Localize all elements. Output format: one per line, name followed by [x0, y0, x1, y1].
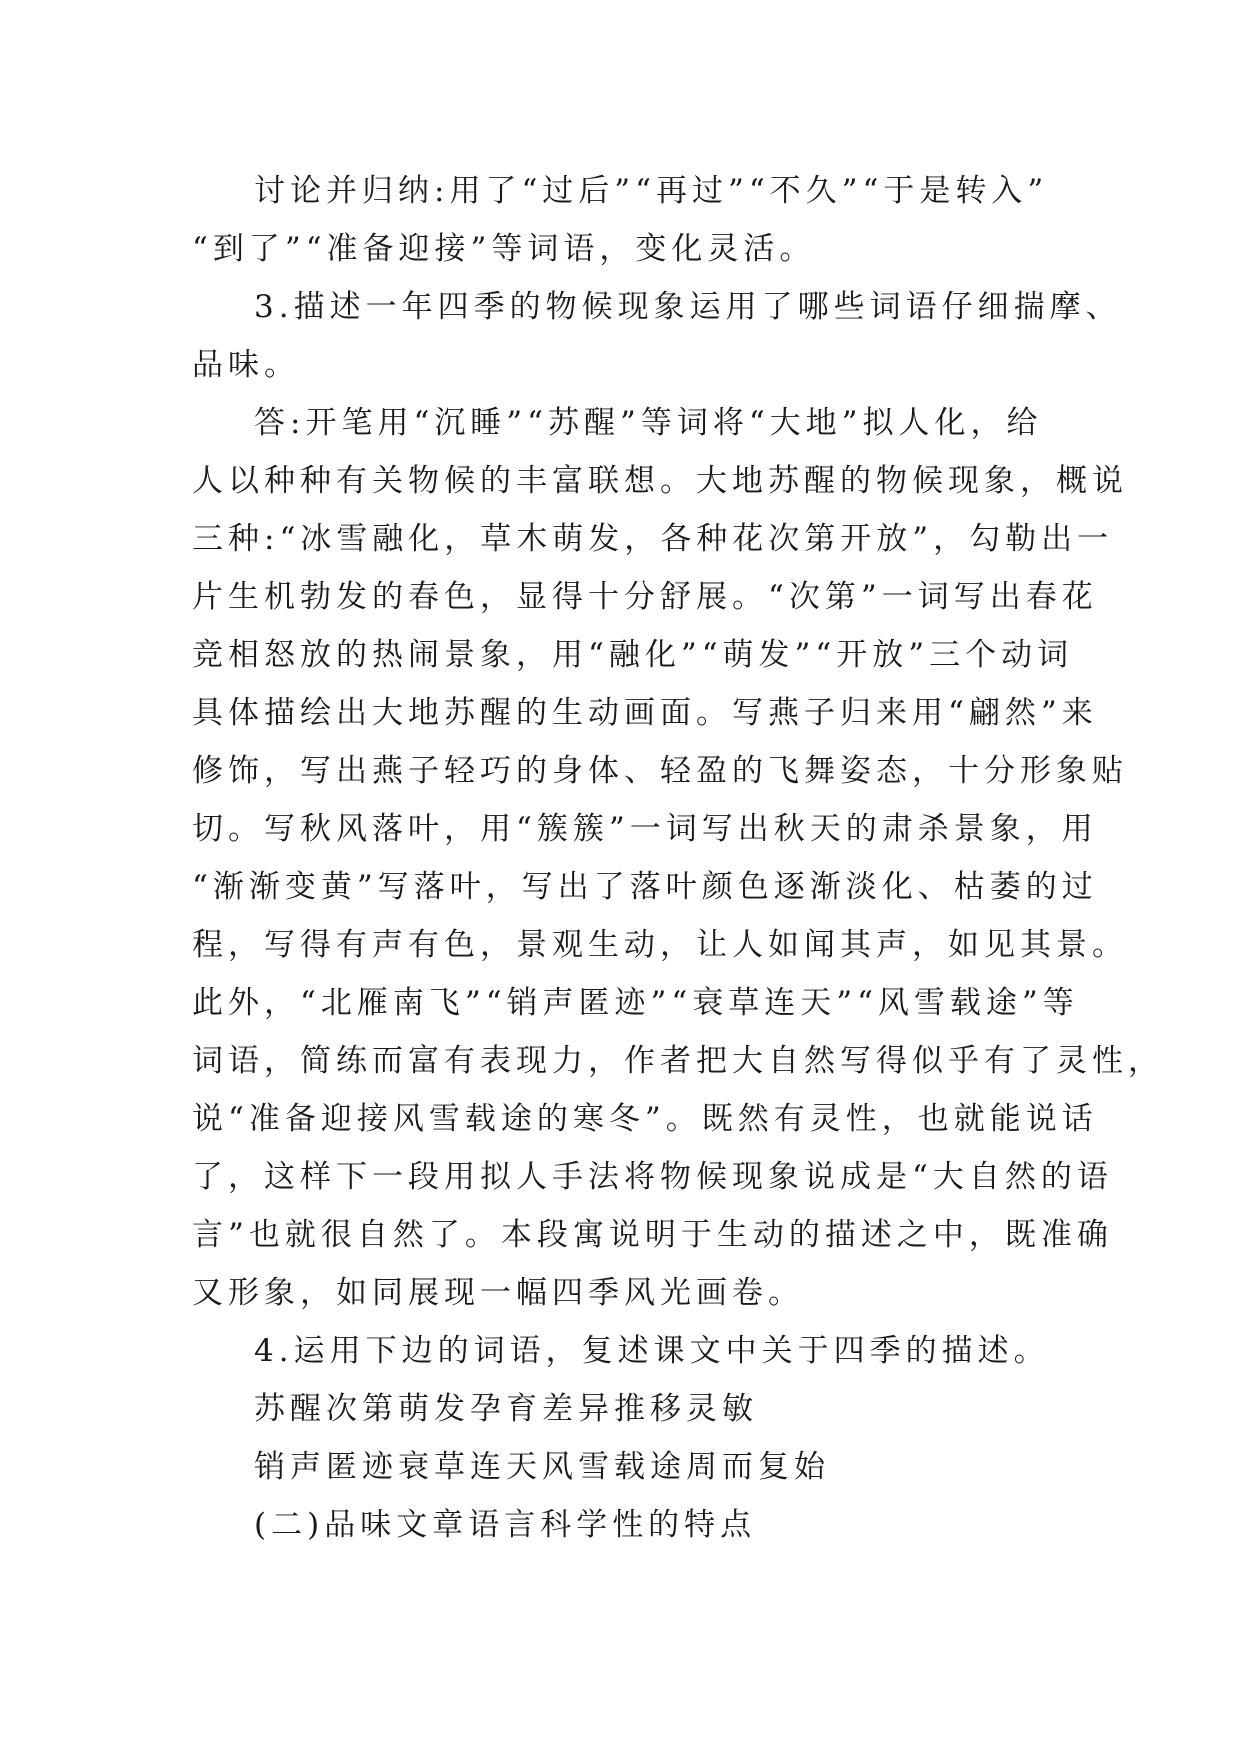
text-line: “渐渐变黄”写落叶，写出了落叶颜色逐渐淡化、枯萎的过 — [192, 869, 1098, 905]
paragraph-word-list-2 — [192, 1438, 1062, 1496]
text-line: 了，这样下一段用拟人手法将物候现象说成是“大自然的语 — [192, 1159, 1113, 1195]
text-line: 4.运用下边的词语，复述课文中关于四季的描述。 — [254, 1333, 1050, 1369]
paragraph-question-3 — [192, 278, 1122, 394]
text-line: 讨论并归纳:用了“过后”“再过”“不久”“于是转入” — [254, 173, 1049, 209]
paragraph-discussion — [192, 162, 1062, 278]
text-line: 切。写秋风落叶，用“簇簇”一词写出秋天的肃杀景象，用 — [192, 811, 1098, 847]
text-line: 程，写得有声有色，景观生动，让人如闻其声，如见其景。 — [192, 927, 1128, 963]
text-line: 品味。 — [192, 347, 300, 383]
text-line: 言”也就很自然了。本段寓说明于生动的描述之中，既准确 — [192, 1217, 1113, 1253]
text-line: 说“准备迎接风雪载途的寒冬”。既然有灵性，也就能说话 — [192, 1101, 1098, 1137]
section-heading — [192, 1496, 1062, 1554]
text-line: 修饰，写出燕子轻巧的身体、轻盈的飞舞姿态，十分形象贴 — [192, 753, 1128, 789]
text-line: 人以种种有关物候的丰富联想。大地苏醒的物候现象，概说 — [192, 463, 1128, 499]
text-line: 此外，“北雁南飞”“销声匿迹”“衰草连天”“风雪载途”等 — [192, 985, 1079, 1021]
paragraph-question-4 — [192, 1322, 1062, 1380]
text-line: 竞相怒放的热闹景象，用“融化”“萌发”“开放”三个动词 — [192, 637, 1074, 673]
text-line: 销声匿迹衰草连天风雪载途周而复始 — [254, 1449, 830, 1485]
text-line: 词语，简练而富有表现力，作者把大自然写得似乎有了灵性， — [192, 1043, 1164, 1079]
text-line: 片生机勃发的春色，显得十分舒展。“次第”一词写出春花 — [192, 579, 1098, 615]
text-line: 苏醒次第萌发孕育差异推移灵敏 — [254, 1391, 758, 1427]
text-line: 答:开笔用“沉睡”“苏醒”等词将“大地”拟人化，给 — [254, 405, 1043, 441]
text-line: (二)品味文章语言科学性的特点 — [254, 1507, 757, 1543]
text-line: “到了”“准备迎接”等词语，变化灵活。 — [192, 231, 816, 267]
text-line: 具体描绘出大地苏醒的生动画面。写燕子归来用“翩然”来 — [192, 695, 1098, 731]
document-page — [192, 162, 1164, 1554]
text-line: 三种:“冰雪融化，草木萌发，各种花次第开放”，勾勒出一 — [192, 521, 1114, 557]
text-line: 3.描述一年四季的物候现象运用了哪些词语仔细揣摩、 — [254, 289, 1122, 325]
paragraph-word-list-1 — [192, 1380, 1062, 1438]
text-line: 又形象，如同展现一幅四季风光画卷。 — [192, 1275, 804, 1311]
paragraph-answer — [192, 394, 1164, 1322]
